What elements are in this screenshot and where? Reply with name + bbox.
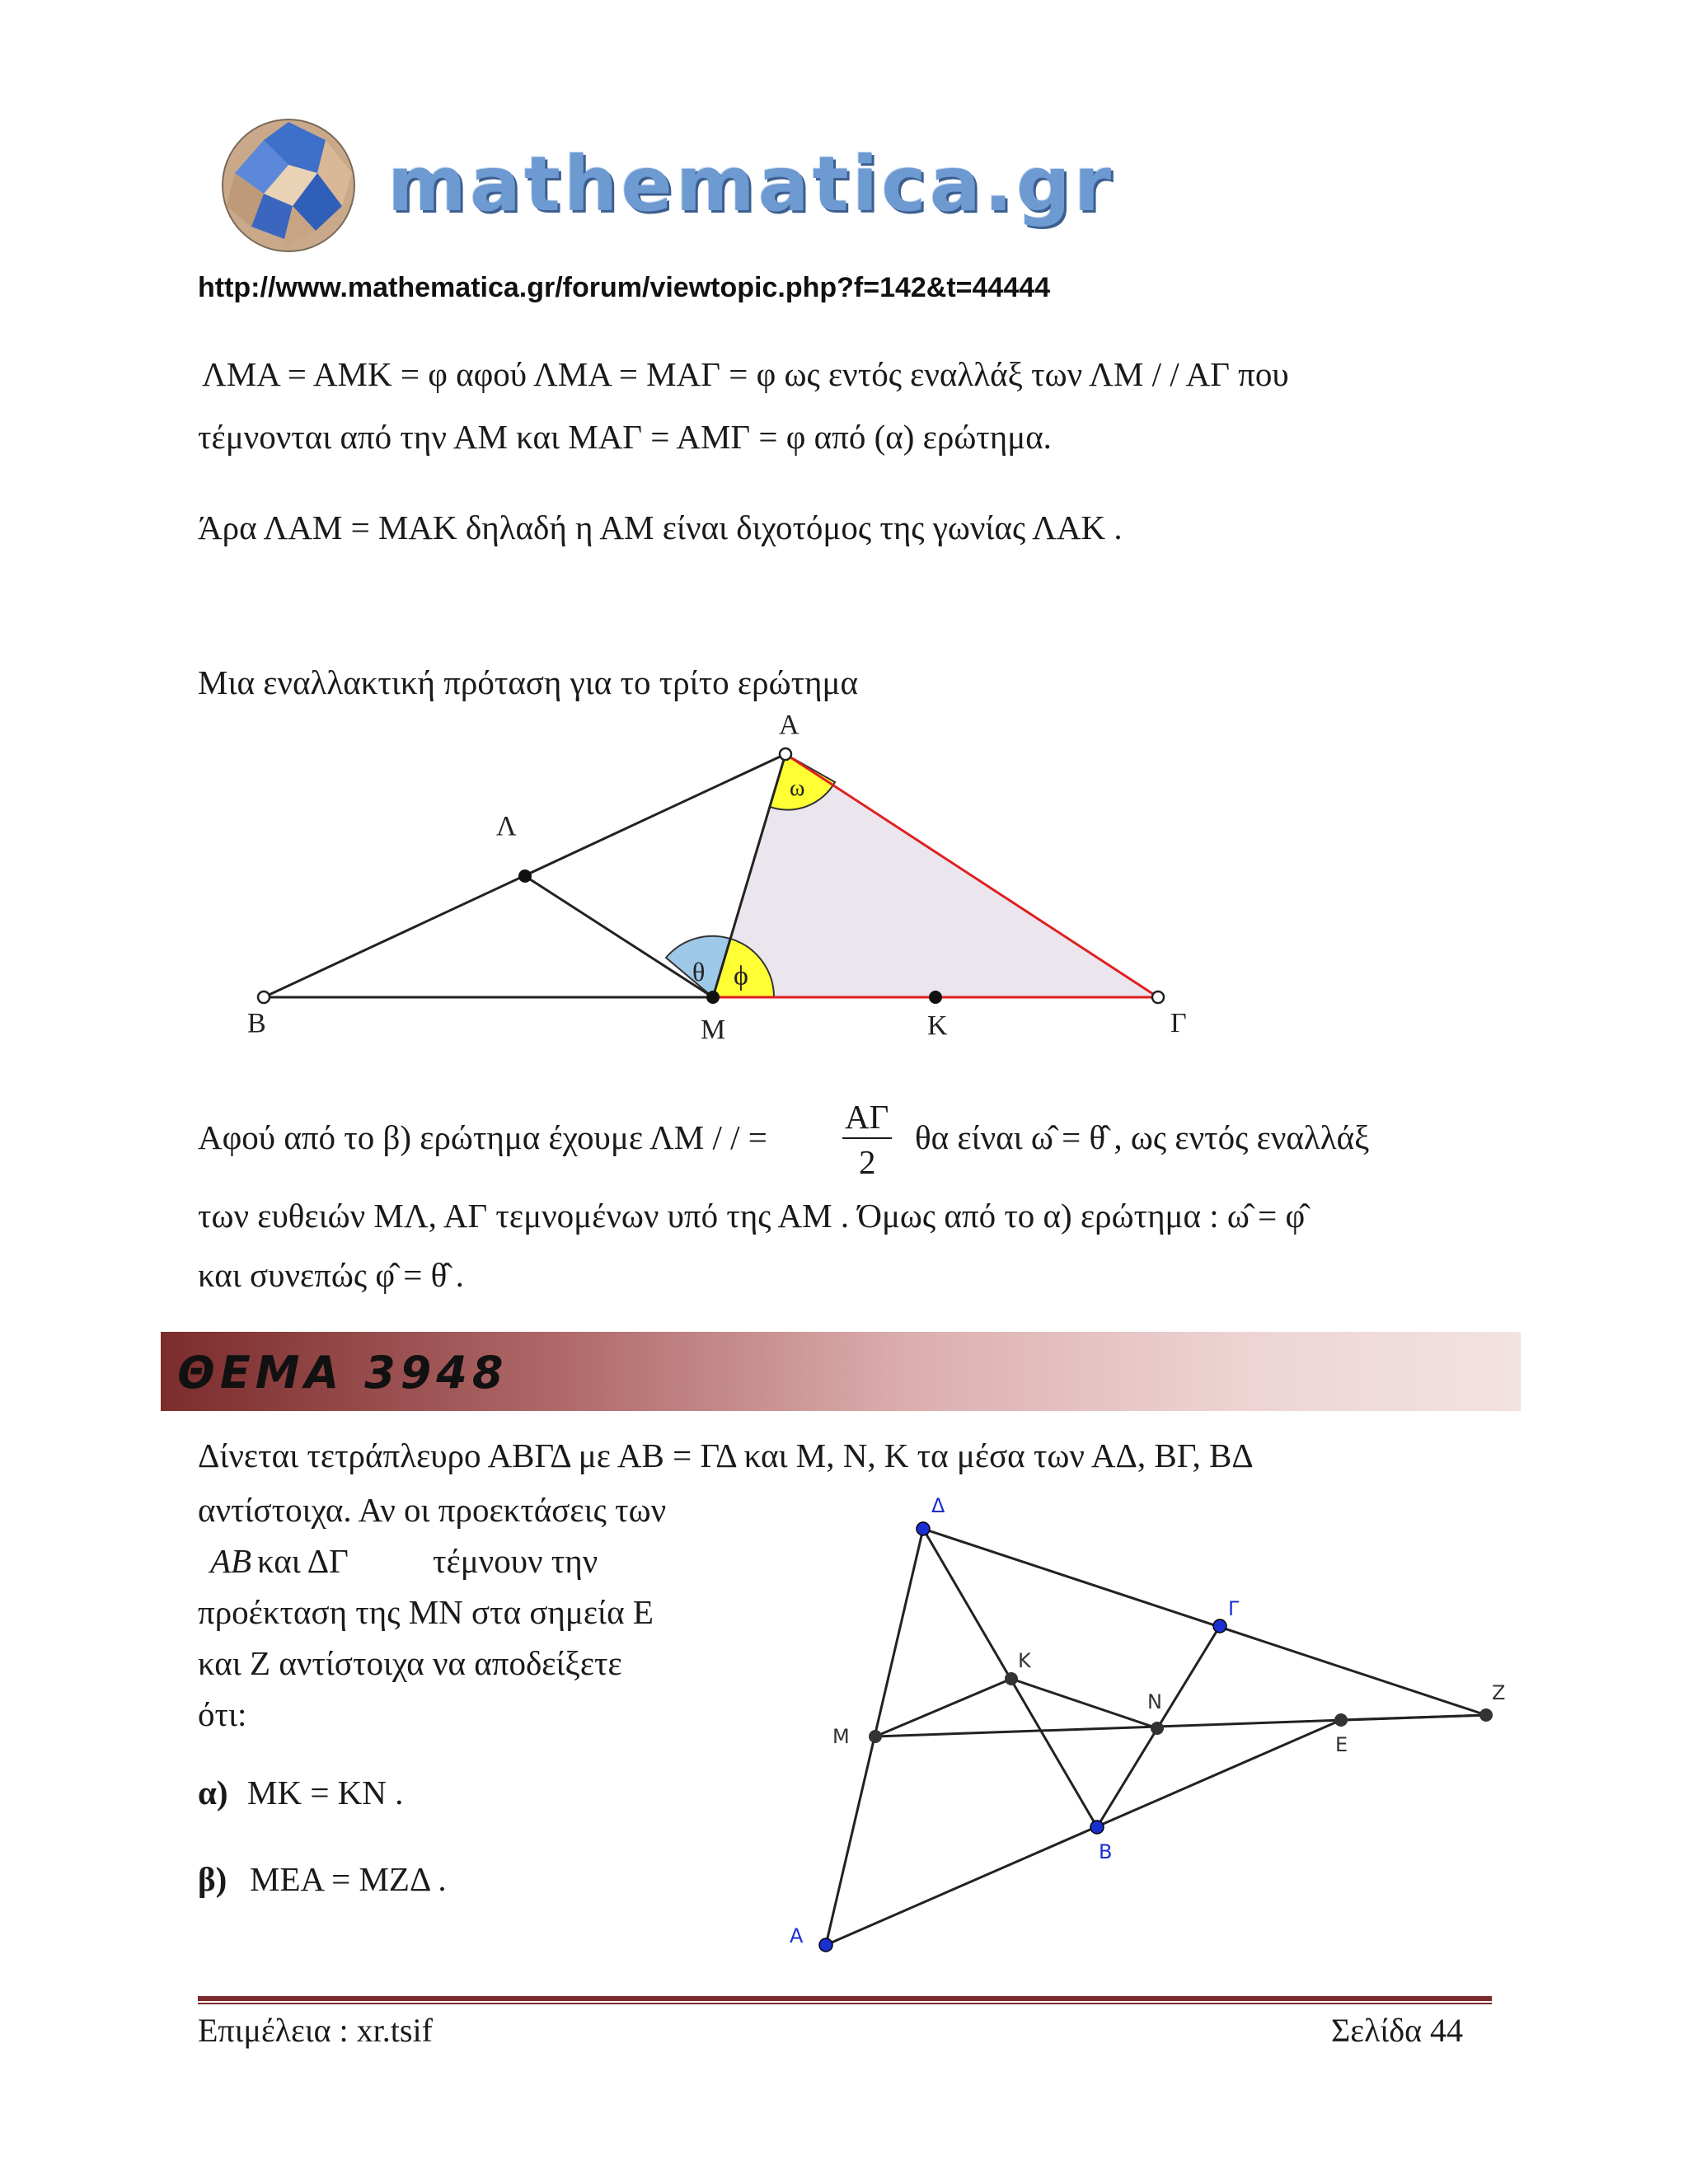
- label-B: Β: [247, 1008, 266, 1038]
- point-K: [929, 991, 942, 1004]
- source-url[interactable]: http://www.mathematica.gr/forum/viewtopic.php?f=142&t=44444: [198, 272, 1051, 303]
- theme-intro: Δίνεται τετράπλευρο ΑΒΓΔ με ΑΒ = ΓΔ και Μ, Ν, Κ τα μέσα των ΑΔ, ΒΓ, ΒΔ: [198, 1436, 1254, 1474]
- label-E: Ε: [1335, 1733, 1348, 1756]
- segment-KN: [1011, 1679, 1157, 1728]
- item-a-text: ΜΚ = ΚΝ .: [247, 1774, 404, 1811]
- item-b-text: ΜΕΑ = ΜΖΔ .: [250, 1860, 447, 1898]
- point-Z: [1479, 1708, 1493, 1722]
- site-logo-text: mathematica.gr: [387, 140, 1115, 228]
- alt-line-1a: Αφού από το β) ερώτημα έχουμε ΛΜ / / =: [198, 1118, 767, 1156]
- theme-title: ΘΕΜΑ 3948: [177, 1347, 509, 1399]
- segment-MK: [875, 1679, 1011, 1736]
- footer-rule: [198, 1996, 1492, 2001]
- alternative-heading: Μια εναλλακτική πρόταση για το τρίτο ερώτημα: [198, 663, 858, 701]
- point-L: [518, 869, 532, 883]
- label-Z: Ζ: [1492, 1681, 1506, 1704]
- label-phi: ϕ: [734, 961, 748, 991]
- label-G: Γ: [1170, 1008, 1187, 1038]
- label-theta: θ: [692, 957, 706, 987]
- label-K: Κ: [927, 1010, 948, 1041]
- proof-line-2: τέμνονται από την ΑΜ και ΜΑΓ = ΑΜΓ = φ από (α) ερώτημα.: [198, 418, 1052, 456]
- alt-line-3: και συνεπώς φ̂ = θ̂ .: [198, 1256, 464, 1294]
- point-A2: [819, 1938, 832, 1952]
- segment-AE: [826, 1720, 1341, 1945]
- point-B: [258, 991, 270, 1003]
- point-A: [780, 748, 791, 760]
- item-a-label: α): [198, 1774, 228, 1811]
- alt-line-2: των ευθειών ΜΛ, ΑΓ τεμνομένων υπό της ΑΜ . Όμως από το α) ερώτημα : ω̂ = φ̂: [198, 1197, 1306, 1235]
- theme-ab-tail: και ΔΓ: [257, 1542, 349, 1580]
- segment-DZ: [923, 1529, 1486, 1715]
- label-B2: Β: [1099, 1840, 1113, 1863]
- point-D: [917, 1522, 930, 1535]
- label-omega: ω: [790, 776, 805, 801]
- theme-ab: ΑΒ: [210, 1542, 252, 1580]
- theme-line-5: ότι:: [198, 1695, 247, 1733]
- point-G2: [1213, 1619, 1226, 1633]
- alt-line-1b: θα είναι ω̂ = θ̂ , ως εντός εναλλάξ: [915, 1118, 1370, 1156]
- footer-editor: Επιμέλεια : xr.tsif: [198, 2012, 433, 2049]
- fraction-numerator: ΑΓ: [845, 1098, 889, 1136]
- theme-line-1: αντίστοιχα. Αν οι προεκτάσεις των: [198, 1491, 667, 1529]
- label-N: Ν: [1147, 1690, 1162, 1713]
- point-K2: [1005, 1672, 1018, 1685]
- label-M2: Μ: [832, 1725, 850, 1748]
- label-G2: Γ: [1228, 1597, 1240, 1620]
- label-D: Δ: [931, 1494, 945, 1517]
- footer-rule-thin: [198, 2003, 1492, 2004]
- label-A: Α: [779, 710, 799, 740]
- point-M: [706, 991, 720, 1004]
- quadrilateral-figure: [775, 1488, 1533, 1974]
- theme-line-3: προέκταση της ΜΝ στα σημεία Ε: [198, 1593, 654, 1631]
- point-M2: [869, 1730, 882, 1743]
- fraction-denominator: 2: [859, 1143, 876, 1181]
- fraction-bar: [842, 1137, 892, 1139]
- segment-EZ: [1341, 1715, 1486, 1720]
- point-E: [1334, 1713, 1348, 1727]
- label-K2: Κ: [1018, 1649, 1031, 1672]
- point-N: [1151, 1722, 1164, 1735]
- point-B2: [1090, 1821, 1104, 1834]
- triangle-figure: [231, 709, 1220, 1055]
- logo-icon: [218, 115, 359, 255]
- item-b-label: β): [198, 1860, 227, 1898]
- theme-line-2: τέμνουν την: [433, 1542, 598, 1580]
- proof-line-1: ΛΜΑ = ΑΜΚ = φ αφού ΛΜΑ = ΜΑΓ = φ ως εντός εναλλάξ των ΛΜ / / ΑΓ που: [202, 355, 1289, 393]
- label-L: Λ: [496, 811, 517, 841]
- footer-page-number: Σελίδα 44: [1331, 2012, 1464, 2049]
- label-A2: Α: [790, 1924, 804, 1947]
- point-G: [1152, 991, 1164, 1003]
- segment-LM: [525, 876, 713, 997]
- theme-line-4: και Ζ αντίστοιχα να αποδείξετε: [198, 1644, 622, 1682]
- label-M: Μ: [701, 1015, 726, 1045]
- proof-line-3: Άρα ΛΑΜ = ΜΑΚ δηλαδή η ΑΜ είναι διχοτόμος της γωνίας ΛΑΚ .: [198, 509, 1123, 546]
